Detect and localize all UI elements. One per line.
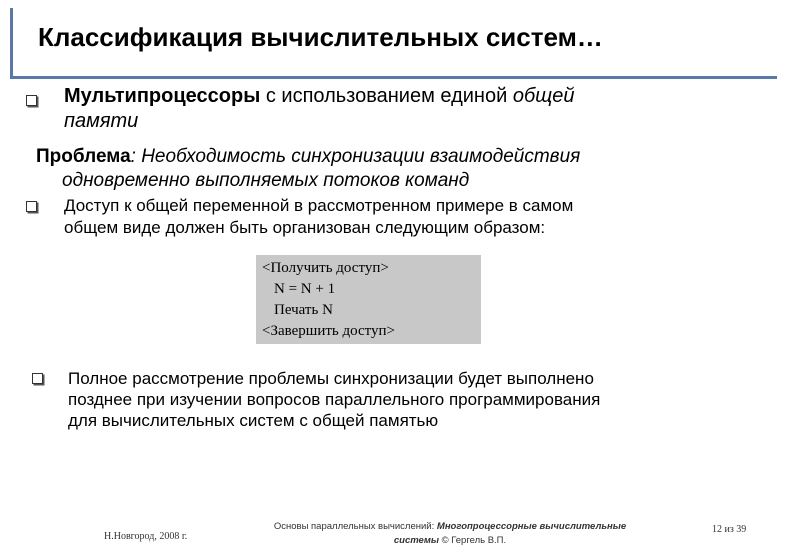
- bullet2-line2: общем виде должен быть организован следующим образом:: [64, 218, 546, 237]
- code-line-release: <Завершить доступ>: [262, 323, 396, 339]
- bullet3-line3: для вычислительных систем с общей памятью: [68, 411, 439, 430]
- code-line-print: Печать N: [274, 302, 333, 318]
- footer-course-title-continued: системы: [393, 535, 439, 546]
- bullet2-line1: Доступ к общей переменной в рассмотренном примере в самом: [64, 196, 574, 215]
- footer-location-date: Н.Новгород, 2008 г.: [104, 531, 188, 542]
- problem-label: Проблема: [36, 146, 131, 167]
- bullet-multiprocessors: [64, 84, 574, 134]
- bullet-shared-access: [64, 195, 573, 239]
- bullet-bold-term: Мультипроцессоры: [64, 85, 261, 107]
- footer-course-prefix: Основы параллельных вычислений:: [273, 521, 437, 532]
- footer-page-number: 12 из 39: [712, 524, 747, 535]
- code-block: [256, 255, 481, 344]
- footer-course: [232, 520, 668, 548]
- bullet-full-review: [68, 368, 600, 431]
- footer-author: © Гергель В.П.: [438, 535, 507, 546]
- bullet-text: с использованием единой: [260, 85, 513, 107]
- problem-statement: [36, 145, 580, 193]
- problem-text-line2: одновременно выполняемых потоков команд: [62, 170, 470, 191]
- code-line-increment: N = N + 1: [274, 281, 336, 297]
- bullet3-line2: позднее при изучении вопросов параллельного программирования: [68, 390, 601, 409]
- checkbox-bullet-icon: [26, 95, 37, 106]
- bullet-italic-text-continued: памяти: [64, 110, 139, 132]
- problem-text-line1: : Необходимость синхронизации взаимодействия: [130, 146, 581, 167]
- checkbox-bullet-icon: [26, 201, 37, 212]
- footer-course-title: Многопроцессорные вычислительные: [436, 521, 627, 532]
- bullet-italic-text: общей: [512, 85, 575, 107]
- checkbox-bullet-icon: [32, 373, 43, 384]
- bullet3-line1: Полное рассмотрение проблемы синхронизации будет выполнено: [68, 369, 594, 388]
- code-line-acquire: <Получить доступ>: [262, 260, 389, 276]
- slide-title: Классификация вычислительных систем…: [38, 22, 603, 52]
